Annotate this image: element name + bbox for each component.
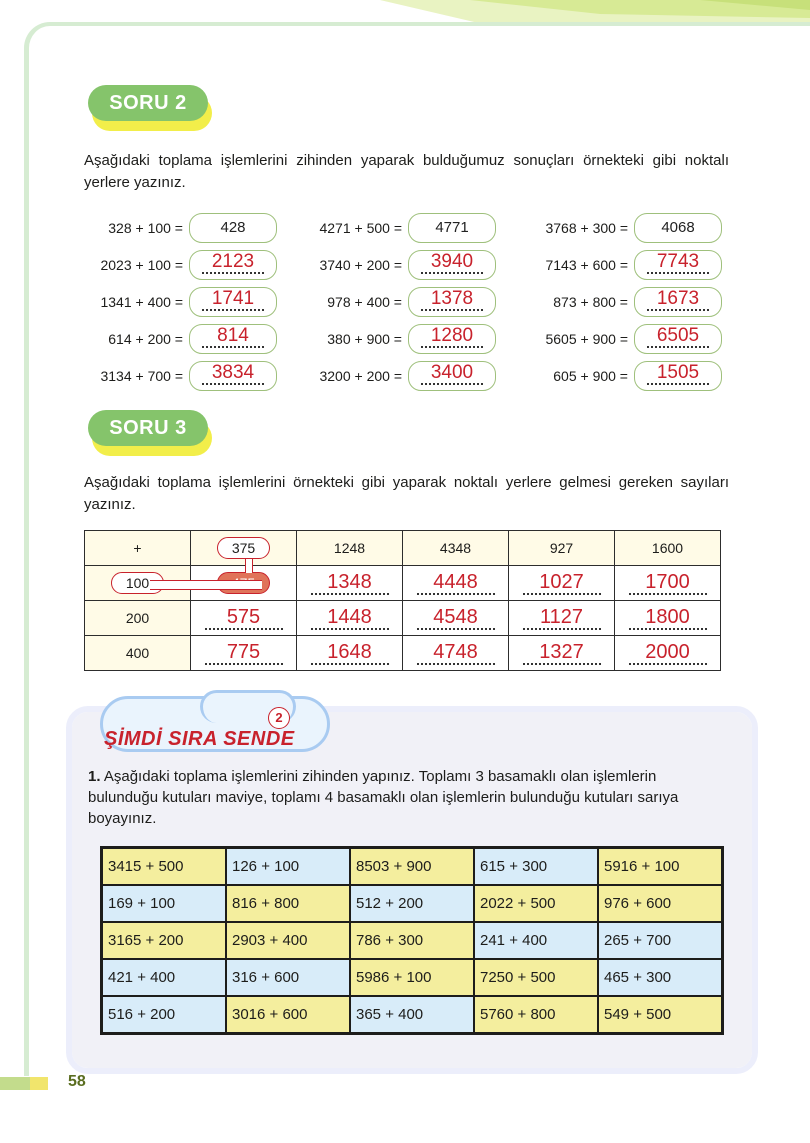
operation-cell[interactable]: 615 + 300 xyxy=(474,848,598,886)
page-number: 58 xyxy=(68,1073,86,1090)
soru-2-label: SORU 2 xyxy=(88,85,208,121)
operation-cell[interactable]: 5916 + 100 xyxy=(598,848,723,886)
problem-equation: 978 + 400 = xyxy=(327,294,402,310)
answer-box xyxy=(408,361,496,391)
answer-text: 4548 xyxy=(417,606,495,630)
example-connector xyxy=(150,580,262,590)
dotted-line xyxy=(421,346,483,348)
operation-cell[interactable]: 3415 + 500 xyxy=(102,848,227,886)
operation-cell[interactable]: 241 + 400 xyxy=(474,922,598,959)
answer-text: 1648 xyxy=(311,641,389,665)
addition-problem xyxy=(296,287,496,317)
answer-cell xyxy=(615,636,721,671)
example-answer: 428 xyxy=(220,219,246,236)
table-row xyxy=(102,848,723,886)
problem-equation: 3134 + 700 = xyxy=(100,368,183,384)
operation-cell[interactable]: 5986 + 100 xyxy=(350,959,474,996)
soru-3-label: SORU 3 xyxy=(88,410,208,446)
answer-text: 1448 xyxy=(311,606,389,630)
operation-cell[interactable]: 7250 + 500 xyxy=(474,959,598,996)
question-number: 1. xyxy=(88,768,101,785)
addition-table xyxy=(84,530,721,671)
dotted-line xyxy=(202,272,264,274)
table-header-row xyxy=(85,531,721,566)
operation-cell[interactable]: 365 + 400 xyxy=(350,996,474,1034)
answer-cell xyxy=(403,601,509,636)
table-row xyxy=(102,922,723,959)
answer-text: 1673 xyxy=(656,288,700,309)
operation-cell[interactable]: 316 + 600 xyxy=(226,959,350,996)
operation-cell[interactable]: 421 + 400 xyxy=(102,959,227,996)
table-row xyxy=(85,601,721,636)
answer-text: 1348 xyxy=(311,571,389,595)
dotted-line xyxy=(647,309,709,311)
answer-text: 7743 xyxy=(656,251,700,272)
dotted-line xyxy=(202,346,264,348)
example-header-oval: 375 xyxy=(217,537,270,559)
answer-text: 1800 xyxy=(629,606,707,630)
soru-2-instruction: Aşağıdaki toplama işlemlerini zihinden yaparak bulduğumuz sonuçları örnekteki gibi noktalı yerlere yazınız. xyxy=(84,152,729,191)
dotted-line xyxy=(647,346,709,348)
answer-cell xyxy=(403,566,509,601)
problem-equation: 1341 + 400 = xyxy=(100,294,183,310)
answer-cell xyxy=(509,601,615,636)
answer-text: 814 xyxy=(217,325,249,346)
coloring-grid xyxy=(100,846,724,1035)
plus-sign: + xyxy=(85,531,191,566)
operation-cell[interactable]: 512 + 200 xyxy=(350,885,474,922)
row-label-cell: 400 xyxy=(85,636,191,671)
soru-3-instruction: Aşağıdaki toplama işlemlerini örnekteki gibi yaparak noktalı yerlere gelmesi gereken sayıları yazınız. xyxy=(84,474,729,513)
operation-cell[interactable]: 465 + 300 xyxy=(598,959,723,996)
footer-bar xyxy=(0,1077,30,1090)
header-cell: 4348 xyxy=(403,531,509,566)
problem-equation: 3740 + 200 = xyxy=(319,257,402,273)
answer-text: 3400 xyxy=(430,362,474,383)
addition-problem xyxy=(522,213,722,243)
addition-problem xyxy=(77,324,277,354)
answer-text: 1700 xyxy=(629,571,707,595)
example-connector-vertical xyxy=(245,559,253,573)
addition-problem xyxy=(296,361,496,391)
answer-cell xyxy=(191,601,297,636)
question-text: Aşağıdaki toplama işlemlerini zihinden yapınız. Toplamı 3 basamaklı olan işlemlerin bulunduğu kutuları maviye, toplamı 4 basamaklı olan işlemlerin bulunduğu kutuları sarıya boyayınız. xyxy=(88,768,679,827)
dotted-line xyxy=(421,309,483,311)
operation-cell[interactable]: 3016 + 600 xyxy=(226,996,350,1034)
addition-problem xyxy=(522,287,722,317)
answer-text: 4748 xyxy=(417,641,495,665)
addition-problem xyxy=(77,287,277,317)
dotted-line xyxy=(421,272,483,274)
answer-box xyxy=(189,213,277,243)
dotted-line xyxy=(647,272,709,274)
problem-equation: 2023 + 100 = xyxy=(100,257,183,273)
answer-cell xyxy=(403,636,509,671)
problem-equation: 3768 + 300 = xyxy=(545,220,628,236)
operation-cell[interactable]: 976 + 600 xyxy=(598,885,723,922)
header-cell: 927 xyxy=(509,531,615,566)
answer-box xyxy=(408,213,496,243)
answer-box xyxy=(408,250,496,280)
answer-box xyxy=(408,324,496,354)
operation-cell[interactable]: 816 + 800 xyxy=(226,885,350,922)
section-number-badge: 2 xyxy=(268,707,290,729)
header-cell: 1600 xyxy=(615,531,721,566)
answer-box xyxy=(189,324,277,354)
answer-cell xyxy=(509,566,615,601)
operation-cell[interactable]: 2022 + 500 xyxy=(474,885,598,922)
answer-text: 2123 xyxy=(211,251,255,272)
dotted-line xyxy=(647,383,709,385)
simdi-sira-sende-title: ŞİMDİ SIRA SENDE xyxy=(104,728,295,750)
problem-equation: 5605 + 900 = xyxy=(545,331,628,347)
answer-box xyxy=(634,287,722,317)
answer-cell xyxy=(615,601,721,636)
answer-text: 2000 xyxy=(629,641,707,665)
answer-box xyxy=(189,361,277,391)
row-label-cell: 200 xyxy=(85,601,191,636)
addition-problem xyxy=(77,361,277,391)
addition-problem xyxy=(296,324,496,354)
question-1 xyxy=(88,766,728,829)
footer-bar-accent xyxy=(30,1077,48,1090)
addition-problem xyxy=(296,250,496,280)
example-answer: 4068 xyxy=(661,219,695,236)
answer-cell xyxy=(297,636,403,671)
problem-equation: 328 + 100 = xyxy=(108,220,183,236)
addition-problem xyxy=(77,213,277,243)
answer-box xyxy=(634,324,722,354)
answer-text: 575 xyxy=(205,606,283,630)
operation-cell[interactable]: 126 + 100 xyxy=(226,848,350,886)
addition-problem xyxy=(522,324,722,354)
problem-equation: 3200 + 200 = xyxy=(319,368,402,384)
addition-problem xyxy=(522,250,722,280)
operation-cell[interactable]: 549 + 500 xyxy=(598,996,723,1034)
soru-3-badge xyxy=(88,410,208,454)
problem-equation: 605 + 900 = xyxy=(553,368,628,384)
problem-equation: 614 + 200 = xyxy=(108,331,183,347)
table-row xyxy=(85,636,721,671)
table-row xyxy=(102,959,723,996)
answer-text: 3834 xyxy=(211,362,255,383)
answer-text: 3940 xyxy=(430,251,474,272)
operation-cell[interactable]: 265 + 700 xyxy=(598,922,723,959)
dotted-line xyxy=(202,383,264,385)
addition-problem xyxy=(77,250,277,280)
answer-text: 1280 xyxy=(430,325,474,346)
answer-box xyxy=(189,287,277,317)
problem-equation: 380 + 900 = xyxy=(327,331,402,347)
operation-cell[interactable]: 2903 + 400 xyxy=(226,922,350,959)
answer-cell xyxy=(297,601,403,636)
operation-cell[interactable]: 5760 + 800 xyxy=(474,996,598,1034)
answer-text: 1127 xyxy=(523,606,601,630)
answer-box xyxy=(634,213,722,243)
answer-text: 4448 xyxy=(417,571,495,595)
answer-text: 1378 xyxy=(430,288,474,309)
example-answer: 4771 xyxy=(435,219,469,236)
answer-box xyxy=(408,287,496,317)
answer-cell xyxy=(297,566,403,601)
answer-box xyxy=(634,250,722,280)
operation-cell[interactable]: 169 + 100 xyxy=(102,885,227,922)
answer-text: 1741 xyxy=(211,288,255,309)
soru-2-badge xyxy=(88,85,208,129)
table-row xyxy=(102,885,723,922)
answer-cell xyxy=(509,636,615,671)
answer-text: 1027 xyxy=(523,571,601,595)
problem-equation: 4271 + 500 = xyxy=(319,220,402,236)
answer-box xyxy=(189,250,277,280)
problem-equation: 7143 + 600 = xyxy=(545,257,628,273)
header-cell xyxy=(191,531,297,566)
answer-cell xyxy=(615,566,721,601)
addition-problem xyxy=(522,361,722,391)
answer-cell xyxy=(191,636,297,671)
example-row-oval: 100 xyxy=(111,572,164,594)
operation-cell[interactable]: 516 + 200 xyxy=(102,996,227,1034)
problem-equation: 873 + 800 = xyxy=(553,294,628,310)
answer-text: 6505 xyxy=(656,325,700,346)
answer-box xyxy=(634,361,722,391)
answer-text: 1505 xyxy=(656,362,700,383)
operation-cell[interactable]: 3165 + 200 xyxy=(102,922,227,959)
header-cell: 1248 xyxy=(297,531,403,566)
answer-text: 775 xyxy=(205,641,283,665)
operation-cell[interactable]: 8503 + 900 xyxy=(350,848,474,886)
operation-cell[interactable]: 786 + 300 xyxy=(350,922,474,959)
dotted-line xyxy=(202,309,264,311)
addition-problem xyxy=(296,213,496,243)
table-row xyxy=(102,996,723,1034)
answer-text: 1327 xyxy=(523,641,601,665)
dotted-line xyxy=(421,383,483,385)
